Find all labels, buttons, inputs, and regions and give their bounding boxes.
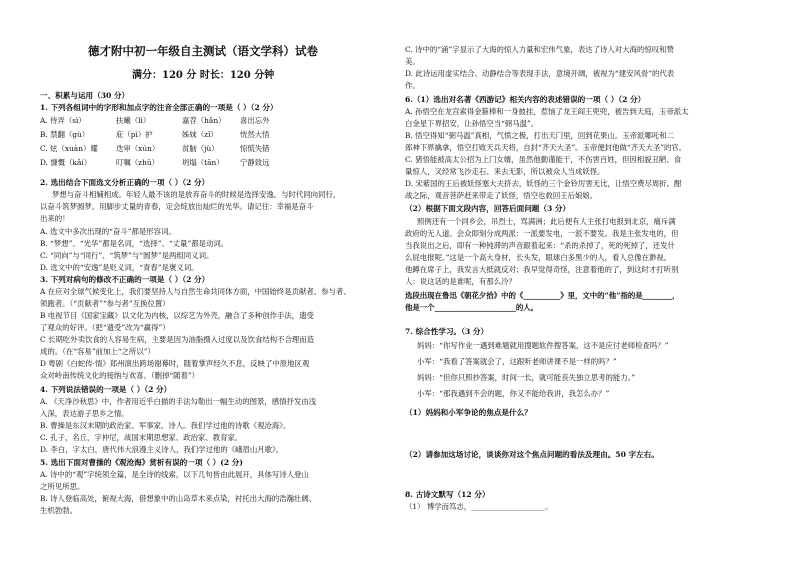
q5-cont-line: 作。 — [405, 81, 420, 90]
q2-option: D. 选文中的“安逸”是贬义词，“青春”是褒义词。 — [40, 263, 199, 272]
q2-passage-line: 出来的！ — [40, 214, 70, 223]
q2-option: C. “同向”与“同行”、“筑梦”与“圆梦”是两组同义词。 — [40, 251, 214, 260]
q7-dialog-line: 小军：“那我遇到不会的题，你又不能给我讲，我怎么办？” — [417, 389, 610, 398]
q2-passage-line: 梦想与奋斗相辅相成。年轻人最不该的是放弃奋斗的时候是选择安逸。与时代同向同行， — [52, 190, 341, 199]
q1-c-3: 贫脑（jù） — [182, 144, 219, 153]
q7-dialog-line: 妈妈：“但你只照抄答案，时间一长，就可能丧失独立思考的能力。” — [417, 373, 636, 382]
q6-part2-stem: （2）根据下面文段内容，回答后面问题（3 分） — [405, 204, 571, 213]
q1-c-4: 惊慌失错 — [240, 144, 270, 153]
q6-passage-line: 照例还有一个同乡会，吊烈士，骂满洲；此后便有人主张打电报到北京，痛斥满 — [417, 217, 676, 226]
q3-line: 成的。（在“容易”前加上“之所以”） — [40, 347, 155, 356]
left-column — [40, 0, 397, 562]
q6-line: A. 孙悟空在龙宫索得金箍棒和一身披挂，惹恼了龙王阎王兜兜，被告到天庭，玉帝派太 — [405, 107, 689, 116]
q2-passage-line: 以奋斗筑梦圆梦。用脚步丈量的青春，定会绽放出灿烂的光华。请记住：幸福是奋斗 — [40, 202, 314, 211]
q1-a-3: 嘉苕（hǎn） — [182, 116, 226, 125]
q6-passage-line: 么屁电报呢。”这是一个高大身材，长头发，眼球白多黑少的人，看人总像在渺视。 — [405, 253, 672, 262]
q5-cont-line: C. 诗中的“涌”字显示了大海的惊人力量和宏伟气象，表达了诗人对大海的惊叹和赞 — [405, 45, 674, 54]
q6-stem: 6.（1）选出对名著《西游记》相关内容的表述错误的一项（ ）（2 分） — [405, 95, 646, 104]
q6-passage-line: 政府的无人道。会众即刻分成两派：一派要发电，一派不要发。我是主张发电的，但 — [405, 229, 679, 238]
q6-fill-line: 他是一个______________________的人。 — [405, 303, 539, 312]
q4-line: D. 李白，字太白，唐代伟大浪漫主义诗人，我们学过他的《峨眉山月歌》。 — [40, 445, 284, 454]
q6-passage-line: 他蹲在席子上，我发言大抵就反对；我早觉得奇怪，注意着他的了，到这时才打听别 — [405, 265, 679, 274]
section-heading: 一、积累与运用（30 分） — [40, 91, 130, 100]
q5-line: 之所见所思。 — [40, 482, 85, 491]
q6-line: 量惊人，又经常飞沙走石、来去无影，所以被众人当成妖怪。 — [405, 167, 605, 176]
q6-fill-line: 选段出现在鲁迅《朝花夕拾》中的《__________》里，文中的“他”指的是________， — [405, 291, 680, 300]
q7-sub-question: （1）妈妈和小军争论的焦点是什么？ — [405, 408, 532, 417]
q6-line: B. 悟空得知“弼马温”真相，气愤之极，打出天门里，回到花果山。玉帝派哪吒和二 — [405, 131, 674, 140]
q3-line: 了观众的好评。（把“遗受”改为“赢得”） — [40, 323, 170, 332]
q4-stem: 4. 下列说法错误的一项是（ ）（2 分） — [40, 385, 172, 394]
q1-b-3: 姊妹（zǐ） — [182, 130, 218, 139]
q2-stem: 2. 选出结合下面选文分析正确的一项（ ）（2 分） — [40, 178, 210, 187]
q1-c-1: C. 炫（xuàn）耀 — [40, 144, 98, 153]
q5-line: B. 诗人登临高处，俯视大海，借想象中的山岛草木来点染，衬托出大海的浩瀚壮阔、 — [40, 494, 317, 503]
q4-line: B. 曹操是东汉末期的政治家、军事家、诗人。我们学过他的诗歌《观沧海》。 — [40, 421, 291, 430]
q3-line: C 长期吃外卖饮食的人容易生病，主要是因为油脂摄入过度以及饮食结构不合理而造 — [40, 335, 315, 344]
q1-d-4: 宁静致远 — [240, 158, 270, 167]
q6-line: 郎神下界擒拿，悟空打败天兵天将，自封“齐天大圣”。玉帝便封他做“齐天大圣”的官。 — [405, 143, 687, 152]
q6-line: D. 宋紫国的王后被妖怪塞大夫挤去，妖怪的三个金铃厉害无比，让悟空费尽周折。酣 — [405, 179, 682, 188]
q1-b-4: 恍然大悟 — [240, 130, 270, 139]
q8-stem: 8. 古诗文默写（12 分） — [405, 490, 490, 499]
q6-line: 白金星下界招安，让孙悟空当“弼马温”。 — [405, 119, 539, 128]
q1-d-3: 坍塌（tān） — [182, 158, 224, 167]
q7-sub-question: （2）请参加这场讨论，谈谈你对这个焦点问题的看法及理由。50 字左右。 — [405, 450, 659, 459]
q5-cont-line: D. 此诗运用虚实结合、动静结合等表现手法，意境开阔，被视为“建安风骨”的代表 — [405, 69, 675, 78]
q1-d-2: 叮嘱（zhǔ） — [116, 158, 159, 167]
q7-dialog-line: 妈妈：“你写作业一遇到难题就用搜题软件搜答案，这不是应付老师检查吗？” — [417, 341, 669, 350]
q6-passage-line: 当我说出之后，即有一种钝滞的声音跟着起来：“杀的杀掉了，死的死掉了，还发什 — [405, 241, 675, 250]
q3-line: 领跑者。（“贡献者”“参与者”互换位置） — [40, 299, 170, 308]
q3-line: 众对岭南传统文化的接纳与欢喜。（删掉“随着”） — [40, 371, 200, 380]
q5-stem: 5. 选出下面对曹操的《观沧海》赏析有误的一项（ ）(2 分) — [40, 458, 243, 467]
q4-line: 入深，表达游子思乡之情。 — [40, 409, 129, 418]
q6-passage-line: 人：说这话的是谁呢，有那么冷？ — [405, 277, 516, 286]
right-column — [405, 0, 765, 562]
q3-line: A 在应对全球气候变化上，我们要坚持人与自然生命共同体方面，中国始终是贡献者、参与者、 — [40, 287, 351, 296]
q1-a-4: 喜出忘外 — [240, 116, 270, 125]
q3-line: D 粤剧《白蛇传·情》郑州演出跨场谢幕时，随着掌声经久不息，反映了中原地区观 — [40, 359, 310, 368]
q1-stem: 1. 下列各组词中的字形和加点字的注音全部正确的一项是（ ）（2 分） — [40, 103, 278, 112]
q4-line: C. 孔子，名丘，字仲尼，战国末期思想家、政治家、教育家。 — [40, 433, 243, 442]
q7-dialog-line: 小军：“我看了答案就会了，这跟听老师讲课不是一样的吗？” — [417, 357, 617, 366]
q8-line: （1） 博学而笃志，____________________。 — [405, 502, 553, 511]
exam-title: 德才附中初一年级自主测试（语文学科）试卷 — [88, 44, 318, 58]
q6-line: C. 猪悟能被高太公招为上门女婿，虽然他勤谨能干，不伤害百姓，但因相貌丑陋、食 — [405, 155, 682, 164]
q1-d-1: D. 慷慨（kǎi） — [40, 158, 92, 167]
q5-cont-line: 美。 — [405, 57, 420, 66]
q1-c-2: 迭审（xún） — [116, 144, 160, 153]
q1-b-1: B. 禁翻（gù） — [40, 130, 90, 139]
q1-a-1: A. 侍弄（sì） — [40, 116, 86, 125]
q6-line: 战之际，观音菩萨赶来带走了妖怪，悟空也救回王后娘娘。 — [405, 191, 598, 200]
q1-b-2: 庇（pì）护 — [116, 130, 153, 139]
q4-line: A. 《天净沙秋思》中，作者用近乎白描的手法勾勒出一幅生动的图景，感情抒发由浅 — [40, 397, 317, 406]
q2-option: A. 选文中多次出现的“奋斗”都是形容词。 — [40, 227, 176, 236]
q5-line: A. 诗中的“观”字统领全篇，是全诗的线索，以下几句皆由此展开，具体写诗人登山 — [40, 470, 309, 479]
q2-option: B. “梦想”、“光华”都是名词，“选择”、“丈量”都是动词。 — [40, 239, 229, 248]
q3-stem: 3. 下列对病句的修改不正确的一项是（ ）（2 分） — [40, 275, 210, 284]
q5-line: 生机勃勃。 — [40, 506, 77, 515]
exam-subtitle: 满分：120 分 时长：120 分钟 — [132, 70, 275, 81]
q7-stem: 7. 综合性学习。（3 分） — [405, 327, 489, 336]
q3-line: B 电视节目《国家宝藏》以文化为内核，以综艺为外壳，融合了多种创作手法，遗受 — [40, 311, 314, 320]
q1-a-2: 扶曦（lì） — [116, 116, 151, 125]
